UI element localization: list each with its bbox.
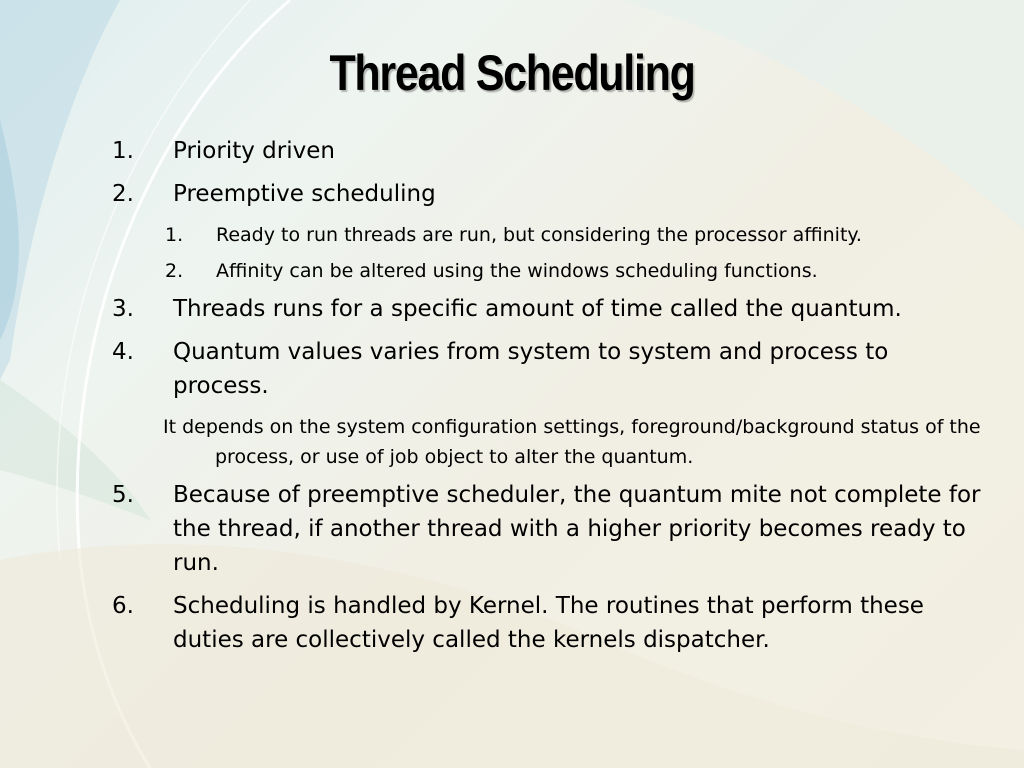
item-number: 3. (112, 296, 134, 322)
item-number: 2. (112, 181, 134, 207)
item-number: 4. (112, 339, 134, 365)
item-text: Quantum values varies from system to system and process to process. (173, 339, 889, 399)
item-text: Ready to run threads are run, but considering the processor affinity. (216, 224, 862, 246)
list-item (0, 177, 1024, 211)
list-item (0, 335, 1024, 403)
item-number: 2. (165, 260, 184, 282)
item-text: Affinity can be altered using the windows scheduling functions. (216, 260, 818, 282)
item-number: 1. (165, 224, 184, 246)
sub-list-item (0, 256, 1024, 286)
list-item (0, 134, 1024, 168)
item-text: Priority driven (173, 138, 335, 164)
note-paragraph: It depends on the system configuration settings, foreground/background status of the process, or use of job object to alter the quantum. (163, 416, 981, 468)
item-text: Preemptive scheduling (173, 181, 436, 207)
sub-list-item (0, 220, 1024, 250)
list-item (0, 292, 1024, 326)
list-item (0, 589, 1024, 657)
bullet-list (0, 134, 1024, 666)
item-number: 5. (112, 482, 134, 508)
item-text: Threads runs for a specific amount of time called the quantum. (173, 296, 902, 322)
slide-title: Thread Scheduling (329, 45, 695, 101)
item-text: Because of preemptive scheduler, the quantum mite not complete for the thread, if another thread with a higher priority becomes ready to run. (173, 482, 981, 576)
item-text: Scheduling is handled by Kernel. The routines that perform these duties are collectively called the kernels dispatcher. (173, 593, 924, 653)
item-number: 1. (112, 138, 134, 164)
list-item (0, 478, 1024, 580)
item-number: 6. (112, 593, 134, 619)
